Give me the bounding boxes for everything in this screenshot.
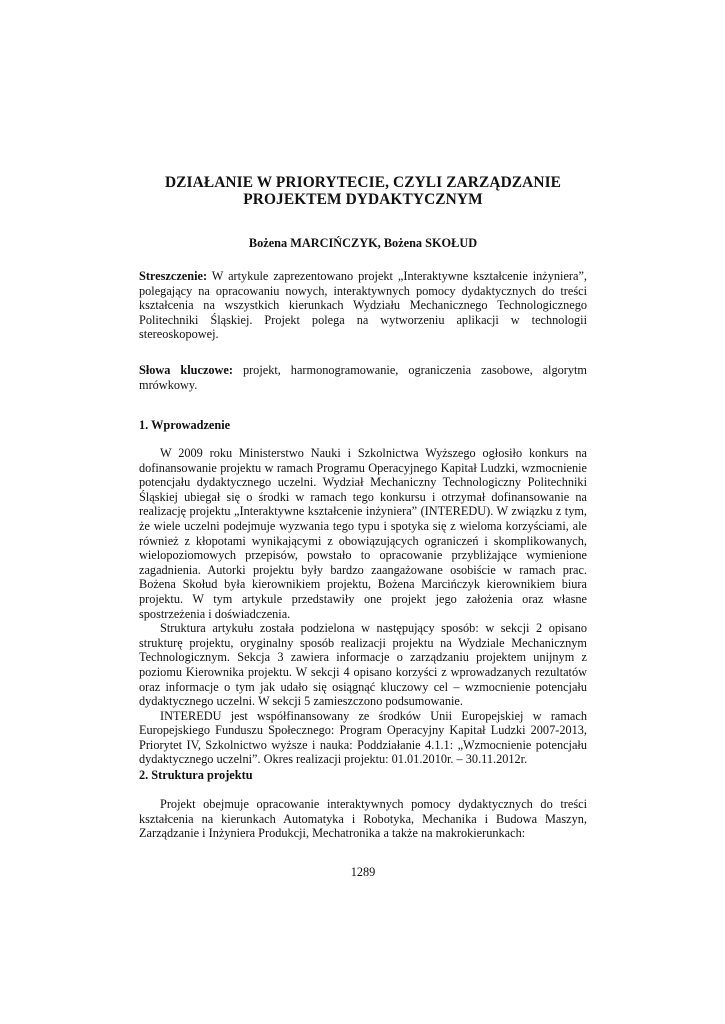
keywords (139, 363, 587, 392)
abstract-text: W artykule zaprezentowano projekt „Interaktywne kształcenie inżyniera”, polegający na opracowaniu nowych, interaktywnych pomocy dydaktycznych do treści kształcenia na wszystkich kierunkach Wydziału Mechanicznego Technologicznego Politechniki Śląskiej. Projekt polega na wytworzeniu aplikacji w technologii stereoskopowej. (139, 269, 587, 342)
section-1-paragraph-1: W 2009 roku Ministerstwo Nauki i Szkolnictwa Wyższego ogłosiło konkurs na dofinansowanie projektu w ramach Programu Operacyjnego Kapitał Ludzki, wzmocnienie potencjału dydaktycznego uczelni. Wydział Mechaniczny Technologiczny Politechniki Śląskiej ubiegał się o środki w ramach tego konkursu i otrzymał dofinansowanie na realizację projektu „Interaktywne kształcenie inżyniera” (INTEREDU). W związku z tym, że wiele uczelni podejmuje wyzwania tego typu i spotyka się z wieloma korzyściami, ale również z kłopotami wynikającymi z obowiązujących ograniczeń i skomplikowanych, wielopoziomowych przepisów, powstało to opracowanie przybliżające wymienione zagadnienia. Autorki projektu były bardzo zaangażowane osobiście w ramach prac. Bożena Skołud była kierownikiem projektu, Bożena Marcińczyk kierownikiem biura projektu. W tym artykule przedstawiły one projekt jego założenia oraz własne spostrzeżenia i doświadczenia. (139, 446, 587, 621)
section-1-body (139, 446, 587, 767)
section-2-body (139, 797, 587, 841)
keywords-label: Słowa kluczowe: (139, 363, 233, 377)
authors: Bożena MARCIŃCZYK, Bożena SKOŁUD (248, 236, 478, 250)
abstract (139, 269, 587, 342)
paper-title (139, 174, 587, 208)
title-line-2: PROJEKTEM DYDAKTYCZNYM (243, 191, 483, 208)
section-1-paragraph-2: Struktura artykułu została podzielona w następujący sposób: w sekcji 2 opisano strukturę projektu, oryginalny sposób realizacji projektu na Wydziale Mechanicznym Technologicznym. Sekcja 3 zawiera informacje o zarządzaniu projektem unijnym z poziomu Kierownika projektu. W sekcji 4 opisano korzyści z wprowadzanych rezultatów oraz informacje o tym jak udało się osiągnąć kluczowy cel – wzmocnienie potencjału dydaktycznego uczelni. W sekcji 5 zamieszczono podsumowanie. (139, 621, 587, 709)
page-number: 1289 (350, 865, 376, 879)
section-2-heading: 2. Struktura projektu (139, 768, 253, 782)
abstract-label: Streszczenie: (139, 269, 208, 283)
section-1-paragraph-3: INTEREDU jest współfinansowany ze środków Unii Europejskiej w ramach Europejskiego Funduszu Społecznego: Program Operacyjny Kapitał Ludzki 2007-2013, Priorytet IV, Szkolnictwo wyższe i nauka: Poddziałanie 4.1.1: „Wzmocnienie potencjału dydaktycznego uczelni”. Okres realizacji projektu: 01.01.2010r. – 30.11.2012r. (139, 708, 587, 767)
title-line-1: DZIAŁANIE W PRIORYTECIE, CZYLI ZARZĄDZANIE (164, 174, 562, 191)
section-2-paragraph-1: Projekt obejmuje opracowanie interaktywnych pomocy dydaktycznych do treści kształcenia na kierunkach Automatyka i Robotyka, Mechanika i Budowa Maszyn, Zarządzanie i Inżyniera Produkcji, Mechatronika a także na makrokierunkach: (139, 797, 587, 841)
keywords-text: projekt, harmonogramowanie, ograniczenia zasobowe, algorytm mrówkowy. (139, 363, 587, 392)
section-1-heading: 1. Wprowadzenie (139, 418, 231, 432)
